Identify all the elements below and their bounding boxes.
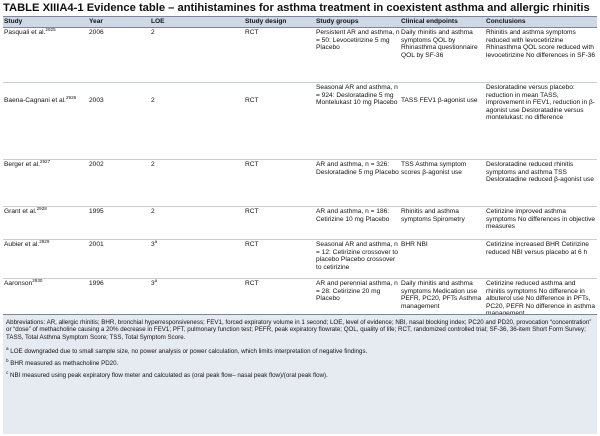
table-row [3,83,597,160]
conclusions-cell: Cetirizine reduced asthma and rhinitis symptoms No difference in albuterol use No difference in PFTs, PC20, PEFR No difference in asthma [486,280,596,310]
loe-cell: 2 [151,29,155,36]
endpoints-cell: Daily rhinitis and asthma symptoms QOL by Rhinasthma questionnaire QOL by SF-36 [401,29,478,59]
design-cell: RCT [245,280,259,287]
study-cell: Berger et al.$^{2927}$ [4,158,51,168]
conclusions-cell: Cetirizine improved asthma symptoms No differences in objective measures [486,208,596,231]
endpoints-cell: BHR NBI [401,241,428,248]
design-cell: RCT [245,161,259,168]
loe-cell: 2 [151,208,155,215]
abbreviations-note: Abbreviations: AR, allergic rhinitis; BHR, bronchial hyperresponsiveness; FEV1, forced expiratory volume in 1 second; LOE, level of evidence; NBI, nasal blocking index; PC20 and PD20, provocation “concentration” or “dose” of methacholine causing a 20% decrease in FEV1; PFT, pulmonary function test; PEFR, peak expiratory flowrate; QOL, quality of life; RCT, randomized controlled trial; SF-36, 36-item Short Form Survey; TASS, Total Asthma Symptom Score; TSS, Total Symptom Score. [6,319,592,341]
study-cell: Grant et al.$^{2928}$ [4,205,47,215]
footnotes-panel [3,314,597,434]
footnote-b: $^b$ BHR measured as methacholine PD20. [6,357,119,367]
groups-cell: Seasonal AR and asthma, n = 12: Cetirizine crossover to placebo Placebo crossover to cetirizine [316,241,398,271]
table-row [3,28,597,83]
endpoints-cell: TSS Asthma symptom scores β-agonist use [401,161,467,176]
table-row [3,160,597,207]
study-cell: Baena-Cagnani et al.$^{2926}$ [4,94,77,104]
conclusions-cell: Desloratadine versus placebo: reduction in mean TASS, improvement in FEV1, reduction in β-agonist use Desloratadine versus montelukast: no difference [486,84,595,122]
loe-cell: 3$^a$ [151,238,158,248]
table-header-row [3,16,597,28]
study-cell: Aubier et al.$^{2929}$ [4,238,50,248]
groups-cell: AR and asthma, n = 186: Cetirizine 10 mg Placebo [316,208,390,223]
header-study: Study [4,18,23,25]
header-loe: LOE [151,18,165,25]
design-cell: RCT [245,97,259,104]
table-title: TABLE XIIIA4-1 Evidence table – antihistamines for asthma treatment in coexistent asthma and allergic rhinitis [3,2,590,14]
footnote-c: $^c$ NBI measured using peak expiratory flow meter and calculated as (oral peak flow– nasal peak flow)/(oral peak flow). [6,369,328,379]
header-study-groups: Study groups [316,18,359,25]
groups-cell: AR and asthma, n = 326: Desloratadine 5 mg Placebo [316,161,399,176]
design-cell: RCT [245,29,259,36]
groups-cell: Seasonal AR and asthma, n = 924: Desloratadine 5 mg Montelukast 10 mg Placebo [316,84,398,107]
year-cell: 2003 [89,97,104,104]
conclusions-cell: Cetirizine increased BHR Cetirizine reduced NBI versus placebo at 6 h [486,241,589,256]
endpoints-cell: Rhinitis and asthma symptoms Spirometry [401,208,465,223]
design-cell: RCT [245,208,259,215]
groups-cell: AR and perennial asthma, n = 28: Cetirizine 20 mg Placebo [316,280,398,303]
study-cell: Pasquali et al.$^{2925}$ [4,26,56,36]
header-year: Year [89,18,103,25]
year-cell: 2002 [89,161,104,168]
table-row [3,207,597,240]
year-cell: 2001 [89,241,104,248]
loe-cell: 3$^a$ [151,277,158,287]
footnote-a: $^a$ LOE downgraded due to small sample size, no power analysis or power calculation, which limits interpretation of negative findings. [6,345,368,355]
loe-cell: 2 [151,97,155,104]
design-cell: RCT [245,241,259,248]
study-cell: Aaronson$^{2930}$ [4,277,43,287]
loe-cell: 2 [151,161,155,168]
header-study-design: Study design [245,18,287,25]
groups-cell: Persistent AR and asthma, n = 50: Levocetirizine 5 mg Placebo [316,29,400,52]
table-row [3,240,597,279]
header-conclusions: Conclusions [486,18,526,25]
table-row [3,279,597,312]
endpoints-cell: Daily rhinitis and asthma symptoms Medication use PEFR, PC20, PFTs Asthma management [401,280,482,310]
endpoints-cell: TASS FEV1 β-agonist use [401,97,478,104]
conclusions-cell: Rhinitis and asthma symptoms reduced with levocetirizine Rhinasthma QOL score reduced with levocetirizine No differences in SF-36 [486,29,596,59]
header-clinical-endpoints: Clinical endpoints [401,18,458,25]
year-cell: 1996 [89,280,104,287]
year-cell: 2006 [89,29,104,36]
year-cell: 1995 [89,208,104,215]
conclusions-cell: Desloratadine reduced rhinitis symptoms and asthma TSS Desloratadine reduced β-agonist use [486,161,594,184]
